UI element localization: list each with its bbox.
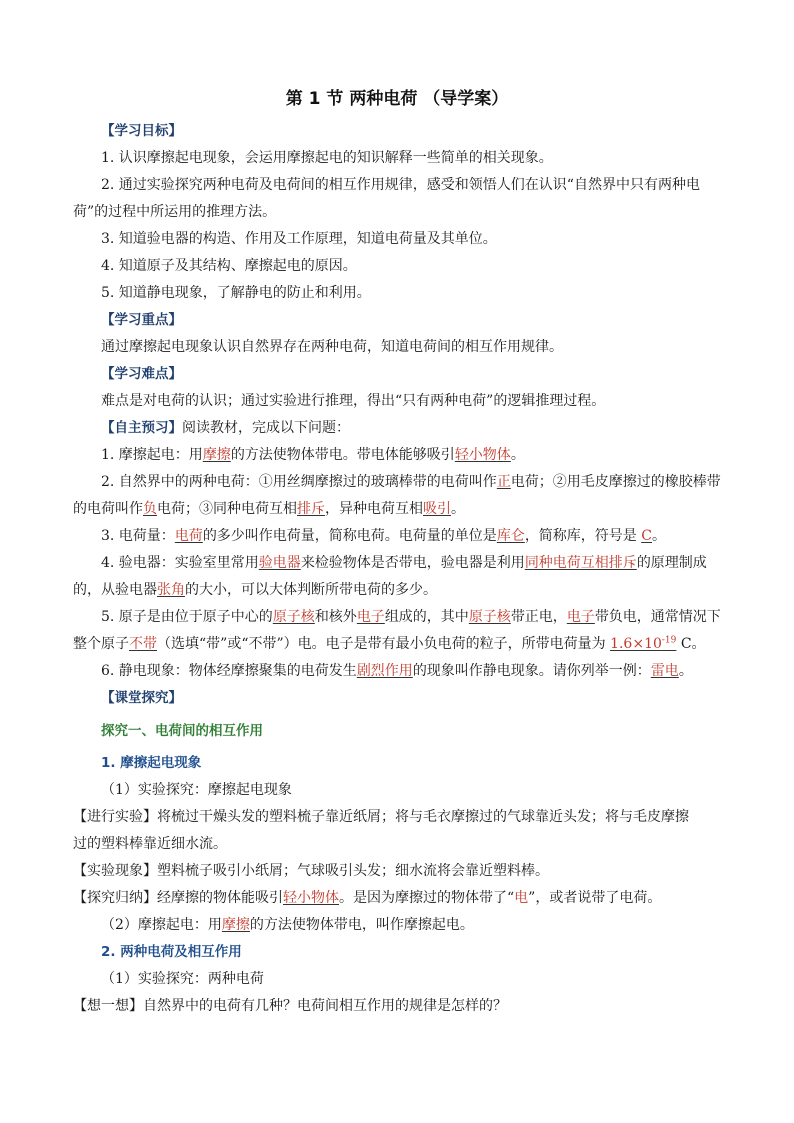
- goal-item: 1. 认识摩擦起电现象，会运用摩擦起电的知识解释一些简单的相关现象。: [101, 150, 553, 166]
- preview-q4-line2: 的，从验电器张角的大小，可以大体判断所带电荷的多少。: [73, 582, 437, 598]
- experiment-title-1: （1）实验探究：摩擦起电现象: [101, 782, 292, 798]
- answer-blank: 电子: [566, 609, 595, 625]
- preview-q6: 6. 静电现象：物体经摩擦聚集的电荷发生剧烈作用的现象叫作静电现象。请你列举一例：雷电。: [101, 663, 693, 679]
- sub-heading-2: 2. 两种电荷及相互作用: [101, 944, 242, 960]
- experiment-phenomenon: 【实验现象】塑料梳子吸引小纸屑；气球吸引头发；细水流将会靠近塑料棒。: [73, 863, 549, 879]
- goal-item: 荷”的过程中所运用的推理方法。: [73, 204, 277, 220]
- answer-blank: 轻小物体: [283, 890, 339, 906]
- preview-q2-line2: 的电荷叫作负电荷；③同种电荷互相排斥，异种电荷互相吸引。: [73, 501, 465, 517]
- experiment-procedure-line2: 过的塑料棒靠近细水流。: [73, 836, 227, 852]
- answer-blank: 同种电荷互相排斥: [524, 555, 637, 571]
- goal-item: 3. 知道验电器的构造、作用及工作原理，知道电荷量及其单位。: [101, 231, 497, 247]
- answer-blank: C: [641, 528, 652, 544]
- explore-heading: 探究一、电荷间的相互作用: [101, 723, 263, 739]
- answer-blank: 电荷: [174, 528, 203, 544]
- preview-q1: 1. 摩擦起电：用摩擦的方法使物体带电。带电体能够吸引轻小物体。: [101, 447, 525, 463]
- answer-blank: 张角: [157, 582, 185, 598]
- section-header-key-points: 【学习重点】: [101, 312, 182, 328]
- answer-blank: 轻小物体: [454, 447, 511, 463]
- answer-blank: $1.6\times 10^{-19}$: [610, 635, 677, 652]
- preview-q5-line1: 5. 原子是由位于原子中心的原子核和核外电子组成的，其中原子核带正电，电子带负电，通常情况下: [101, 609, 721, 625]
- answer-blank: 验电器: [258, 555, 301, 571]
- preview-q5-line2: 整个原子不带（选填“带”或“不带”）电。电子是带有最小负电荷的粒子，所带电荷量为 $1.6\times 10^{-19}$ C。: [73, 635, 706, 652]
- answer-blank: 摩擦: [202, 447, 231, 463]
- answer-blank: 吸引: [423, 501, 451, 517]
- goal-item: 4. 知道原子及其结构、摩擦起电的原因。: [101, 258, 357, 274]
- goal-item: 5. 知道静电现象，了解静电的防止和利用。: [101, 285, 371, 301]
- section-header-class: 【课堂探究】: [101, 690, 182, 706]
- answer-blank: 雷电: [650, 663, 679, 679]
- answer-blank: 原子核: [468, 609, 511, 625]
- answer-blank: 摩擦: [221, 917, 250, 933]
- answer-blank: 电子: [356, 609, 385, 625]
- think-question: 【想一想】自然界中的电荷有几种？电荷间相互作用的规律是怎样的？: [73, 998, 507, 1014]
- section-header-goals: 【学习目标】: [101, 123, 182, 139]
- preview-q2-line1: 2. 自然界中的两种电荷：①用丝绸摩擦过的玻璃棒带的电荷叫作正电荷；②用毛皮摩擦过的橡胶棒带: [101, 474, 721, 490]
- goal-item: 2. 通过实验探究两种电荷及电荷间的相互作用规律，感受和领悟人们在认识“自然界中只有两种电: [101, 177, 700, 193]
- friction-definition: （2）摩擦起电：用摩擦的方法使物体带电，叫作摩擦起电。: [101, 917, 474, 933]
- sub-heading-1: 1. 摩擦起电现象: [101, 755, 202, 771]
- exponent: -19: [661, 635, 677, 646]
- experiment-title-2: （1）实验探究：两种电荷: [101, 971, 264, 987]
- answer-blank: 负: [143, 501, 157, 517]
- experiment-conclusion: 【探究归纳】经摩擦的物体能吸引轻小物体。是因为摩擦过的物体带了“电”，或者说带了电荷。: [73, 890, 662, 906]
- difficulties-text: 难点是对电荷的认识；通过实验进行推理，得出“只有两种电荷”的逻辑推理过程。: [101, 393, 606, 409]
- answer-blank: 原子核: [272, 609, 315, 625]
- section-header-difficulties: 【学习难点】: [101, 366, 182, 382]
- answer-blank: 正: [496, 474, 511, 490]
- answer-text: 电: [514, 890, 529, 906]
- answer-blank: 库仑: [496, 528, 525, 544]
- key-points-text: 通过摩擦起电现象认识自然界存在两种电荷，知道电荷间的相互作用规律。: [101, 339, 563, 355]
- page-title: 第 1 节 两种电荷 （导学案）: [285, 89, 509, 109]
- preview-q4-line1: 4. 验电器：实验室里常用验电器来检验物体是否带电，验电器是利用同种电荷互相排斥的原理制成: [101, 555, 707, 571]
- preview-header-line: 【自主预习】阅读教材，完成以下问题：: [101, 420, 350, 436]
- answer-blank: 排斥: [297, 501, 325, 517]
- experiment-procedure-line1: 【进行实验】将梳过干燥头发的塑料梳子靠近纸屑；将与毛衣摩擦过的气球靠近头发；将与毛皮摩擦: [73, 809, 689, 825]
- answer-blank: 剧烈作用: [356, 663, 413, 679]
- preview-q3: 3. 电荷量：电荷的多少叫作电荷量，简称电荷。电荷量的单位是库仑，简称库，符号是 C。: [101, 528, 666, 544]
- answer-blank: 不带: [129, 636, 157, 652]
